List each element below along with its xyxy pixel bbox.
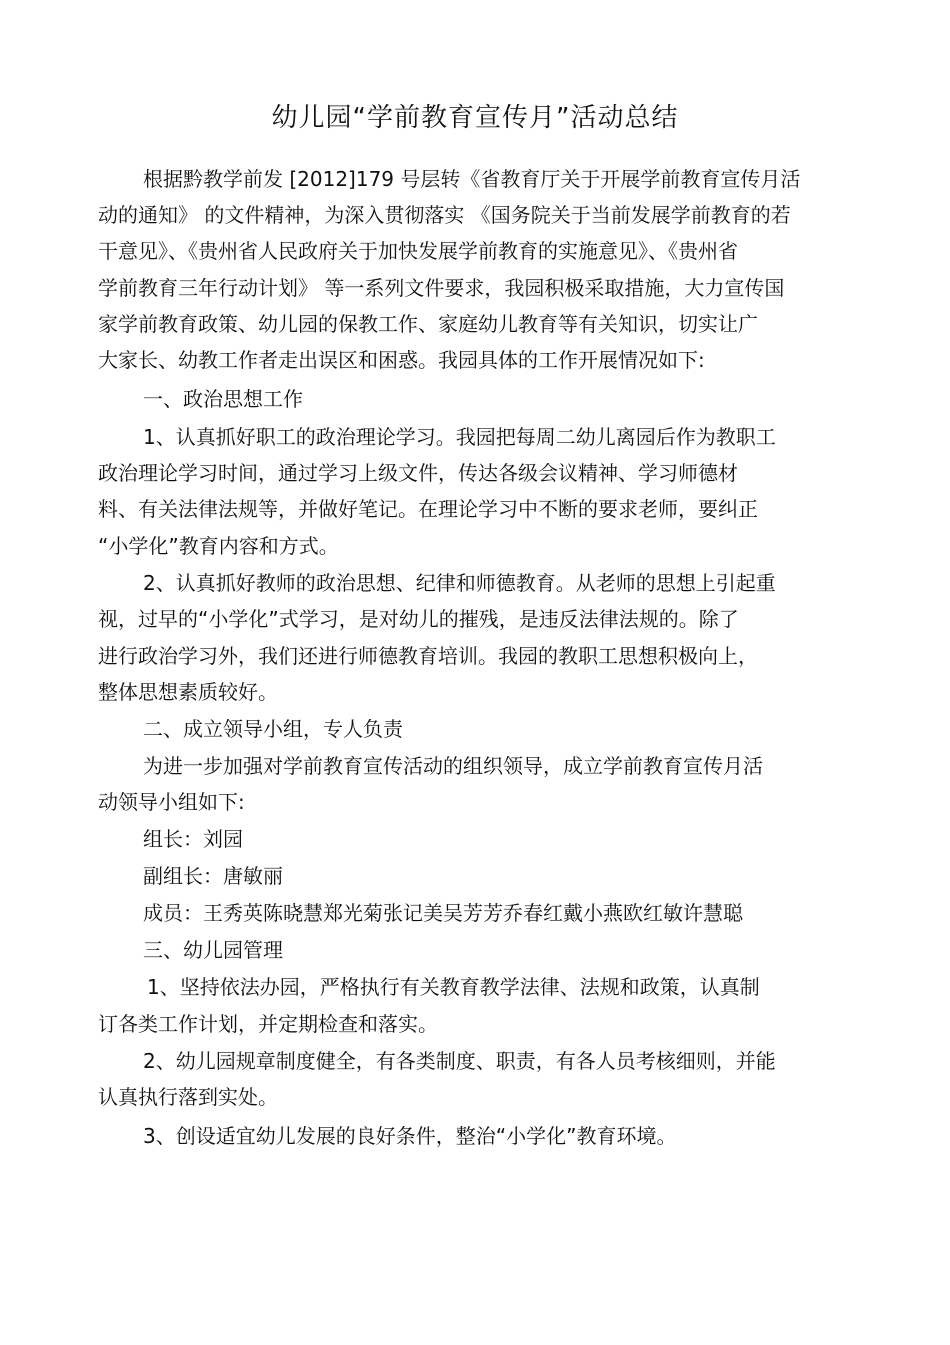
paragraph-line: 进行政治学习外，我们还进行师德教育培训。我园的教职工思想积极向上， [98, 644, 758, 668]
paragraph-line: 认真执行落到实处。 [98, 1085, 278, 1109]
deputy-leader-line: 副组长：唐敏丽 [143, 864, 283, 888]
section-heading: 一、政治思想工作 [143, 387, 303, 411]
paragraph-line: 学前教育三年行动计划》 等一系列文件要求，我园积极采取措施，大力宣传国 [98, 276, 785, 300]
leader-line: 组长：刘园 [143, 827, 243, 851]
paragraph-line: 2、幼儿园规章制度健全，有各类制度、职责，有各人员考核细则，并能 [143, 1049, 776, 1073]
paragraph-line: 干意见》、《贵州省人民政府关于加快发展学前教育的实施意见》、《贵州省 [98, 239, 738, 263]
section-heading: 三、幼儿园管理 [143, 938, 283, 962]
paragraph-line: 3、创设适宜幼儿发展的良好条件，整治“小学化”教育环境。 [143, 1124, 677, 1148]
paragraph-line: 根据黔教学前发 [2012]179 号层转《省教育厅关于开展学前教育宣传月活 [143, 167, 801, 191]
paragraph-line: 动的通知》 的文件精神，为深入贯彻落实 《国务院关于当前发展学前教育的若 [98, 203, 791, 227]
paragraph-line: 订各类工作计划，并定期检查和落实。 [98, 1012, 438, 1036]
paragraph-line: 料、有关法律法规等，并做好笔记。在理论学习中不断的要求老师，要纠正 [98, 497, 758, 521]
paragraph-line: 为进一步加强对学前教育宣传活动的组织领导，成立学前教育宣传月活 [143, 754, 763, 778]
paragraph-line: 大家长、幼教工作者走出误区和困惑。我园具体的工作开展情况如下: [98, 348, 705, 372]
paragraph-line: 整体思想素质较好。 [98, 680, 278, 704]
section-heading: 二、成立领导小组，专人负责 [143, 717, 403, 741]
paragraph-line: 2、认真抓好教师的政治思想、纪律和师德教育。从老师的思想上引起重 [143, 571, 776, 595]
members-line: 成员：王秀英陈晓慧郑光菊张记美吴芳芳乔春红戴小燕欧红敏许慧聪 [143, 901, 743, 925]
paragraph-line: 1、认真抓好职工的政治理论学习。我园把每周二幼儿离园后作为教职工 [143, 425, 776, 449]
paragraph-line: “小学化”教育内容和方式。 [98, 534, 339, 558]
paragraph-line: 视，过早的“小学化”式学习，是对幼儿的摧残，是违反法律法规的。除了 [98, 607, 739, 631]
paragraph-line: 家学前教育政策、幼儿园的保教工作、家庭幼儿教育等有关知识，切实让广 [98, 312, 758, 336]
document-title: 幼儿园“学前教育宣传月”活动总结 [271, 103, 679, 133]
paragraph-line: 政治理论学习时间，通过学习上级文件，传达各级会议精神、学习师德材 [98, 461, 738, 485]
paragraph-line: 1、坚持依法办园，严格执行有关教育教学法律、法规和政策，认真制 [147, 975, 760, 999]
paragraph-line: 动领导小组如下: [98, 790, 245, 814]
